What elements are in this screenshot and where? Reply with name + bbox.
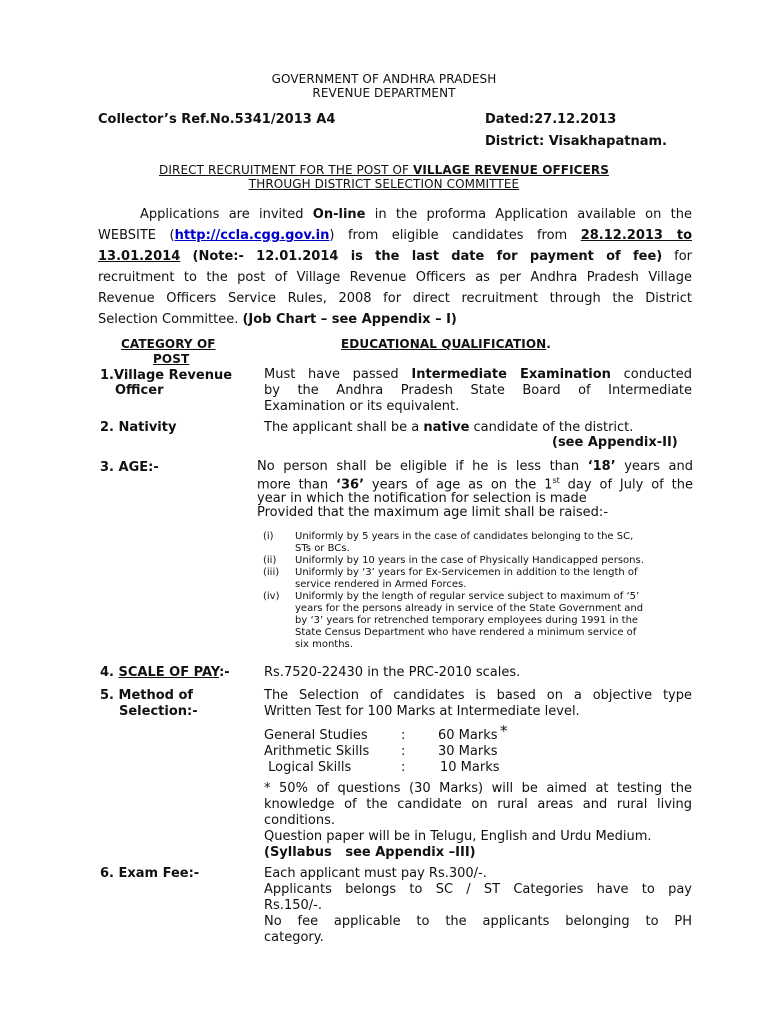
intro-line: 13.01.2014 (Note:- 12.01.2014 is the last date for payment of fee) for [98, 249, 692, 264]
selection-notes: * 50% of questions (30 Marks) will be aimed at testing the knowledge of the candidate on rural areas and rural living conditions. Question paper will be in Telugu, English and Urdu Medium. (Syllabus see Appendix –III) [264, 781, 692, 860]
district: District: Visakhapatnam. [485, 134, 667, 149]
section-1-text: Must have passed Intermediate Examination conducted by the Andhra Pradesh State Board of Intermediate Examination or its equivalent. [264, 367, 692, 414]
section-2-label: 2. Nativity [100, 420, 177, 435]
intro-line: Revenue Officers Service Rules, 2008 for direct recruitment through the District [98, 291, 692, 306]
section-3-text: No person shall be eligible if he is less than ‘18’ years and more than ‘36’ years of age as on the 1st day of July of the year in which the notification for selection is made Provided that the maximum age limit shall be raised:- [257, 459, 693, 521]
intro-line: recruitment to the post of Village Revenue Officers as per Andhra Pradesh Village [98, 270, 692, 285]
appendix-2-ref: (see Appendix-II) [552, 435, 678, 450]
title-post: VILLAGE REVENUE OFFICERS [412, 163, 609, 177]
exam-fee-text: Each applicant must pay Rs.300/-. Applicants belongs to SC / ST Categories have to pay Rs.150/-. No fee applicable to the applicants belonging to PH category. [264, 866, 692, 945]
dept-heading: REVENUE DEPARTMENT [312, 86, 456, 100]
qualification-header: EDUCATIONAL QUALIFICATION. [341, 337, 551, 351]
section-2-text: The applicant shall be a native candidate of the district. [264, 420, 634, 435]
section-4-label: 4. SCALE OF PAY:- [100, 665, 230, 680]
section-1-label: 1.Village Revenue [100, 368, 233, 383]
section-5-label-2: Selection:- [119, 704, 198, 719]
section-1-label-2: Officer [115, 383, 164, 398]
age-relaxation-list [263, 531, 695, 651]
document-page: GOVERNMENT OF ANDHRA PRADESH REVENUE DEPARTMENT Collector’s Ref.No.5341/2013 A4 Dated:27.12.2013 District: Visakhapatnam. DIRECT RECRUITMENT FOR THE POST OF VILLAGE REVENUE OFFICERS THROUGH DISTRICT SELECTION COMMITTEE Applications are invited On-line in the proforma Application available on the WEBSITE (http://ccla.cgg.gov.in) from eligible candidates from 28.12.2013 to 13.01.2014 (Note:- 12.01.2014 is the last date for payment of fee) for recruitment to the post of Village Revenue Officers as per Andhra Pradesh Village Revenue Officers Service Rules, 2008 for direct recruitment through the District Selection Committee. (Job Chart – see Appendix – I) CATEGORY OF POST EDUCATIONAL QUALIFICATION. 1.Village Revenue Officer Must have passed Intermediate Examination conducted by the Andhra Pradesh State Board of Intermediate Examination or its equivalent. 2. Nativity The applicant shall be a native candidate of the district. (see Appendix-II) 3. AGE:- No person shall be eligible if he is less than ‘18’ years and more than ‘36’ years of age as on the 1st day of July of the year in which the notification for selection is made Provided that the maximum age limit shall be raised:- (i) Uniformly by 5 years in the case of candidates belonging to the SC, STs or BCs. (ii) Uniformly by 10 years in the case of Physically Handicapped persons. (iii) Uniformly by ‘3’ years for Ex-Servicemen in addition to the length of service rendered in Armed Forces. (iv) Uniformly by the length of regular service subject to maximum of ‘5’ years for the persons already in service of the State Government and by ‘3’ years for retrenched temporary employees during 1991 in the State Census Department who have rendered a minimum service of six months. 4. SCALE OF PAY:- Rs.7520-22430 in the PRC-2010 scales. 5. Method of Selection:- The Selection of candidates is based on a objective type Written Test for 100 Marks at Intermediate level. General Studies : 60 Marks * Arithmetic Skills : 30 Marks Logical Skills : 10 Marks * 50% of questions (30 Marks) will be aimed at testing the knowledge of the candidate on rural areas and rural living conditions. Question paper will be in Telugu, English and Urdu Medium. (Syllabus see Appendix –III) 6. Exam Fee:- Each applicant must pay Rs.300/-. Applicants belongs to SC / ST Categories have to pay Rs.150/-. No fee applicable to the applicants belonging to PH category. [0, 0, 768, 1024]
website-link[interactable]: http://ccla.cgg.gov.in [174, 228, 330, 243]
list-item: (i) Uniformly by 5 years in the case of candidates belonging to the SC, STs or BCs. [263, 531, 634, 554]
section-6-label: 6. Exam Fee:- [100, 866, 200, 881]
pay-scale-text: Rs.7520-22430 in the PRC-2010 scales. [264, 665, 521, 680]
document-subtitle: THROUGH DISTRICT SELECTION COMMITTEE [248, 177, 520, 191]
category-header: CATEGORY OF [121, 337, 216, 351]
intro-line: WEBSITE (http://ccla.cgg.gov.in) from eligible candidates from 28.12.2013 to [98, 228, 692, 243]
title-prefix: DIRECT RECRUITMENT FOR THE POST OF [159, 163, 413, 177]
section-3-label: 3. AGE:- [100, 460, 159, 475]
govt-heading: GOVERNMENT OF ANDHRA PRADESH [271, 72, 497, 86]
list-item: (iv) Uniformly by the length of regular service subject to maximum of ‘5’ years for the persons already in service of the State Government and by ‘3’ years for retrenched temporary employees during 1991 in the State Census Department who have rendered a minimum service of six months. [263, 591, 644, 650]
selection-text: The Selection of candidates is based on a objective type Written Test for 100 Marks at Intermediate level. [264, 688, 692, 719]
post-header: POST [153, 352, 190, 366]
intro-paragraph [98, 204, 692, 330]
section-5-label: 5. Method of [100, 688, 194, 703]
list-item: (iii) Uniformly by ‘3’ years for Ex-Servicemen in addition to the length of service rendered in Armed Forces. [263, 567, 638, 590]
list-item: (ii) Uniformly by 10 years in the case of Physically Handicapped persons. [263, 555, 644, 566]
intro-line: Applications are invited On-line in the proforma Application available on the [140, 207, 692, 222]
dated: Dated:27.12.2013 [485, 112, 617, 127]
document-title [0, 163, 768, 177]
reference-number: Collector’s Ref.No.5341/2013 A4 [98, 112, 336, 127]
intro-line: Selection Committee. (Job Chart – see Appendix – I) [98, 312, 457, 327]
